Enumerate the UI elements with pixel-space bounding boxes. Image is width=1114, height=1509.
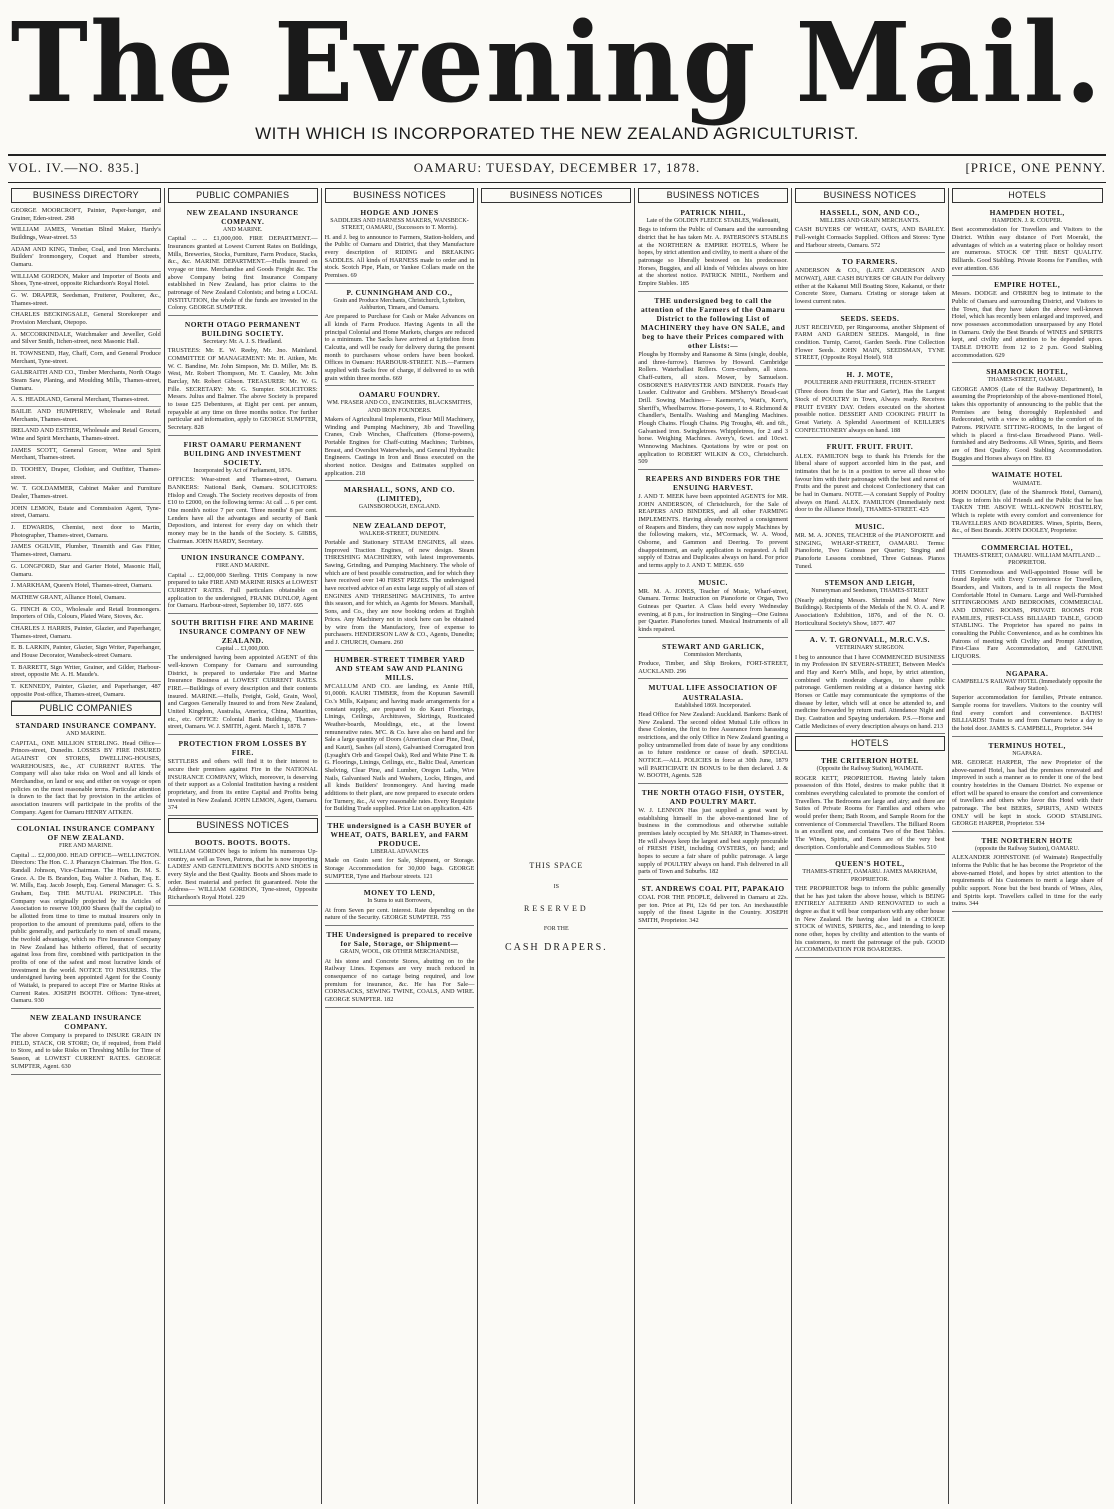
advertisement <box>325 206 475 284</box>
advert-title: THE NORTH OTAGO FISH, OYSTER, AND POULTRY MART. <box>641 787 785 806</box>
advert-subtitle: Secretary: Mr. A. J. S. Headland. <box>203 339 283 346</box>
advert-title: MUTUAL LIFE ASSOCIATION OF AUSTRALASIA. <box>648 683 778 702</box>
advert-title: ST. ANDREWS COAL PIT, PAPAKAIO <box>641 884 785 894</box>
advert-body: WILLIAM GORDON begs to inform his numerous Up-country, as well as Town, Patrons, that he is now importing LADIES' AND GENTLEMEN'S BOOTS AND SHOES in every Style and the Best Quality. Boots and Shoes made to order. Best material and perfect fit guaranteed. Note the Address— WILLIAM GORDON, Tyne-street, Opposite Richardson's Royal Hotel. 229 <box>167 847 318 901</box>
advertisement <box>638 681 788 783</box>
advertisement <box>325 653 475 818</box>
advert-body: Begs to inform the Public of Oamaru and the surrounding district that he has taken Mr. A. PATERSON'S STABLES at the NORTHERN & EMPIRE HOTELS, Where he hopes, by strict attention and civility, to merit a share of the patronage so liberally bestowed on his predecessor. Horses, Buggies, and all kinds of Vehicles always on hire at the shortest notice. PATRICK NIHIL, Northern and Empire Stables. 185 <box>638 226 788 288</box>
advert-subtitle: Nurseryman and Seedsmen, THAMES-STREET <box>811 588 929 595</box>
advert-body: ALEXANDER JOHNSTONE (of Waimate) Respectfully informs the Public that he has become the Proprietor of the above-named Hotel, and hopes by strict attention to the requirements of his Customers to merit a large share of public support. None but the best brands of Wines, Ales, and Spirits kept. Travellers called in time for the early trains. 344 <box>951 854 1103 908</box>
advert-title: STEWART AND GARLICK, <box>661 641 765 651</box>
advertisement <box>952 834 1103 912</box>
advertisement <box>952 365 1103 466</box>
advert-body: (Nearly adjoining Messrs. Shrimski and Moss' New Buildings). Recipients of the Medals of the N. O. A. and P. Association's Exhibition, 1876, and of the N. O. Horticultural Society's Show, 1877. 407 <box>794 596 945 627</box>
advert-body: Best accommodation for Travellers and Visitors to the District. Within easy distance of Fort Moeraki, the advantages of which as a watering place or holiday resort are numerous. STOCK OF THE BEST QUALITY. Billiards. Good Stabling. Private Rooms for Families, with ever attention. 636 <box>951 226 1103 272</box>
advert-body: Capital ... £2,000,000 Sterling. THIS Company is now prepared to take FIRE AND MARINE RISKS at LOWEST CURRENT RATES. Full particulars obtainable on application to the undersigned, FRANK DUNLOP, Agent for Oamaru. Harbour-street, September 10, 1877. 695 <box>167 571 318 610</box>
advert-subtitle: AND MARINE. <box>66 731 106 738</box>
directory-entry: JAMES OGILVIE, Plumber, Tinsmith and Gas Fitter, Thames-street, Oamaru. <box>11 542 161 561</box>
advert-title: NEW ZEALAND DEPOT, <box>352 520 447 530</box>
column-heading: BUSINESS NOTICES <box>795 188 945 203</box>
advert-subtitle: AND MARINE. <box>222 227 263 234</box>
advertisement <box>952 667 1103 737</box>
directory-entry: G. LONGFORD, Star and Garter Hotel, Masonic Hall, Oamaru. <box>11 562 161 581</box>
advertisement <box>168 318 318 436</box>
advertisement <box>795 255 945 309</box>
advert-title: COLONIAL INSURANCE COMPANY OF NEW ZEALAND. <box>16 824 156 843</box>
advert-body: (Three doors from the Star and Garter), Has the Largest Stock of POULTRY in Town, Always ready. Receives FRUIT EVERY DAY. Orders executed on the shortest possible notice. DESSERT AND COOKING FRUIT In Great Variety. A Splendid Assortment of KEILLER'S CONFECTIONERY always on hand. 188 <box>794 388 945 434</box>
column-2 <box>165 188 322 1504</box>
column-heading: BUSINESS NOTICES <box>325 188 475 203</box>
advertisement <box>325 483 475 516</box>
advertisement <box>638 472 788 574</box>
advertisement <box>11 1011 161 1074</box>
advert-subtitle: FIRE AND MARINE. <box>215 563 270 570</box>
advert-body: OFFICES: Wear-street and Thames-street, Oamaru. BANKERS: National Bank, Oamaru. SOLICITORS: Hislop and Creagh. The Society receives deposits of from £10 to £2000, on the following terms: At call ... 6 per cent. One month's notice 7 per cent. Three months' 8 per cent. Lenders have all the advantages and security of Bank Depositors, and interest for every day on which their money may be in the hands of the Society. S. GIBBS, Chairman. JOHN HARDY, Secretary. <box>167 476 318 545</box>
advert-body: Made on Grain sent for Sale, Shipment, or Storage. Storage Accommodation for 30,000 bags. GEORGE SUMPTER, Tyne and Harbour streets. 121 <box>324 857 475 880</box>
advert-list <box>638 206 788 929</box>
advert-body: The undersigned having been appointed AGENT of this well-known Company for Oamaru and surrounding District, is prepared to undertake Fire and Marine Insurance Business at LOWEST CURRENT RATES. FIRE.—Buildings of every description and their contents insured. MARINE.—Hulls, Freight, Gold, Grain, Wool, and Cargoes Generally Insured to and from New Zealand, United Kingdom, Australia, America, China, Mauritius, etc., etc. OFFICE: Colonial Bank Buildings, Thames-street, Oamaru. W. J. SMITH, Agent. March 1, 1878. 7 <box>167 654 318 731</box>
directory-entry: T. BARRETT, Sign Writer, Grainer, and Gilder, Harbour-street, opposite Mr. A. H. Maude's. <box>11 663 161 682</box>
advert-body: At from Seven per cent. interest. Rate depending on the nature of the Security. GEORGE SUMPTER. 755 <box>324 906 475 922</box>
advert-body: Portable and Stationary STEAM ENGINES, all sizes. Improved Traction Engines, of new design. Steam THRESHING MACHINERY, with latest improvements. Sawing, Grinding, and Pumping Machinery. The whole of which are of best possible construction, and for which they have received over 140 FIRST PRIZES. The undersigned have received advice of an extra large supply of all sizes of ENGINES AND THRESHING MACHINES, To arrive this season, and for which, as Agents for Messrs. Marshall, Sons, and Co., they are now booking orders at English Prices. Any Machinery not in stock here can be obtained by wire from the Manufactory, free of expense to purchasers. HENDERSON LAW & CO., Agents, Dunedin; and J. CHURCH, Oamaru. 260 <box>324 539 475 646</box>
directory-entry: H. TOWNSEND, Hay, Chaff, Corn, and General Produce Merchant, Tyne-street. <box>11 349 161 368</box>
reserved-line: THIS SPACE <box>529 860 584 870</box>
issue-price: [PRICE, ONE PENNY. <box>965 160 1106 175</box>
advert-title: NGAPARA. <box>1006 668 1049 678</box>
directory-entry: J. EDWARDS, Chemist, next door to Martin, Photographer, Thames-street, Oamaru. <box>11 523 161 542</box>
advertisement <box>325 886 475 926</box>
advertisement <box>952 278 1103 363</box>
column-4 <box>478 188 635 1504</box>
advert-title: MUSIC. <box>698 577 728 587</box>
advert-title: H. J. MOTE, <box>846 370 894 380</box>
top-rule <box>8 154 1106 156</box>
advert-subtitle: SADDLERS AND HARNESS MAKERS, WANSBECK-STREET, OAMARU, (Successors to T. Morris). <box>330 218 469 232</box>
advertisement <box>325 286 475 387</box>
directory-entry: T. KENNEDY, Painter, Glazier, and Paperhanger, 487 opposite Post-office, Thames-street, Oamaru. <box>11 682 161 701</box>
advert-title: THE Undersigned is prepared to receive for Sale, Storage, or Shipment— <box>326 930 473 949</box>
advert-body: TRUSTEES: Mr. E. W. Reeby, Mr. Jno. Mainland. COMMITTEE OF MANAGEMENT: Mr. H. Aitken, Mr. W. C. Bandine, Mr. John Simpson, Mr. D. Miller, Mr. B. West, Mr. Robert Thompson, Mr. T. Causley, Mr. John Barclay, Mr. Robert Gibson. TREASURER: Mr. W. G. Fille. SECRETARY: Mr. G. Sumpter. SOLICITORS: Messrs. Julius and Balmer. The above Society is prepared to issue £25 Debentures, at Eight per cent. per annum, repayable at any time on three months notice. For further particular and information, apply to GEORGE SUMPTER, Secretary. 828 <box>167 347 318 432</box>
column-5 <box>635 188 792 1504</box>
advert-subtitle: FIRE AND MARINE. <box>58 843 113 850</box>
advert-list <box>795 754 945 958</box>
advert-subtitle: Late of the GOLDEN FLEECE STABLES, Walkouaiti, <box>646 218 780 224</box>
advert-body: MR. M. A. JONES, Teacher of Music, Wharf-street, Oamaru. Terms: Instruction on Pianoforte or Organ, Two Guineas per Quarter. A Class held every Wednesday evening, at 8 p.m., for instruction in Singing—One Guinea per Quarter. Pianofortes tuned. Musical Instruments of all kinds repaired. <box>638 587 788 634</box>
advert-title: REAPERS AND BINDERS FOR THE ENSUING HARVEST. <box>645 473 781 492</box>
advert-body: CAPITAL, ONE MILLION STERLING. Head Office—Princes-street, Dunedin. LOSSES BY FIRE INSURED AGAINST ON STORES, DWELLING-HOUSES, WAREHOUSES, &c., AT CURRENT RATES. The Company will also take risks on Wool and all kinds of Merchandise, on land or sea; and either on voyage or open policies on the most reasonable terms. Particular attention is drawn to the fact that by provision in the articles of association insurers will participate in the profits of the Company. Agent for Oamaru HENRY AITKEN. <box>11 739 161 816</box>
advert-title: MUSIC. <box>855 521 885 531</box>
advert-title: HODGE AND JONES <box>360 207 439 217</box>
advert-title: MONEY TO LEND, <box>363 888 436 898</box>
advert-body: MR. M. A. JONES, TEACHER of the PIANOFORTE and SINGING, WHARF-STREET, OAMARU. Terms: Pianoforte, Two Guineas per Quarter; Singing and Pianoforte Lessons combined, Three Guineas. Pianos Tuned. <box>794 531 945 570</box>
reserved-space <box>481 206 631 1504</box>
column-heading: HOTELS <box>795 736 945 751</box>
advert-title: EMPIRE HOTEL, <box>994 280 1061 290</box>
advert-title: STANDARD INSURANCE COMPANY. <box>15 721 157 731</box>
advert-subtitle: CAMPBELL'S RAILWAY HOTEL (Immediately opposite the Railway Station). <box>952 678 1103 692</box>
advert-list <box>952 206 1103 912</box>
advert-body: SETTLERS and others will find it to their interest to secure their premises against Fire in the NATIONAL INSURANCE COMPANY, Which, moreover, is deserving of their support as a Colonial Institution having a resident proprietary, and from its entire Capital and Profits being invested in New Zealand. JOHN LEMON, Agent, Oamaru. 374 <box>167 758 318 812</box>
directory-entry: W. T. GOLDAMMER, Cabinet Maker and Furniture Dealer, Thames-street. <box>11 484 161 503</box>
advertisement <box>795 440 945 517</box>
advert-body: JOHN DOOLEY, (late of the Shamrock Hotel, Oamaru), Begs to inform his old Friends and the Public that he has TAKEN THE ABOVE WELL-KNOWN HOSTELRY, Which is replete with every comfort and convenience for TRAVELLERS AND BOARDERS. Wines, Spirits, Beers, &c., of Best Brands. JOHN DOOLEY, Proprietor. <box>951 488 1103 535</box>
advert-title: SHAMROCK HOTEL, <box>986 367 1069 377</box>
newspaper-subtitle: WITH WHICH IS INCORPORATED THE NEW ZEALAND AGRICULTURIST. <box>255 124 859 143</box>
advert-body: The above Company is prepared to INSURE GRAIN IN FIELD, STACK, OR STORE; Or, if required, from Field to Store, and to take Risks on Threshing Mills for Time of Season, at LOWEST CURRENT RATES. GEORGE SUMPTER, Agent. 630 <box>11 1032 161 1070</box>
advert-title: PATRICK NIHIL, <box>680 207 746 217</box>
advert-subtitle: GAINSBOROUGH, ENGLAND. <box>358 504 441 511</box>
reserved-line: RESERVED <box>523 903 589 913</box>
reserved-line: IS <box>553 883 559 890</box>
advert-title: THE undersigned is a CASH BUYER of WHEAT, OATS, BARLEY, and FARM PRODUCE. <box>327 821 472 849</box>
advert-title: A. V. T. GRONVALL, M.R.C.V.S. <box>809 635 930 645</box>
advert-title: QUEEN'S HOTEL, <box>835 859 905 869</box>
advertisement <box>168 551 318 614</box>
advert-title: WAIMATE HOTEL <box>991 470 1063 480</box>
business-directory-list <box>11 206 161 701</box>
advert-body: Messrs. DODGE and O'BRIEN beg to intimate to the Public of Oamaru and surrounding District, and Visitors to the Town, that they have taken the above well-known Hotel, which has recently been enlarged and improved, and now possesses accommodation unsurpassed by any Hotel in Oamaru. Only the Best Brands of WINES and SPIRITS kept, and civility and attention to be depended upon. TABLE D'HOTE from 12 to 2 p.m. Good Stabling accommodation. 629 <box>951 290 1103 359</box>
advert-body: Ploughs by Hornsby and Ransome & Sims (single, double, and three-furrow). Harrows by Howard. Cambridge Rollers. Waterballast Rollers. Corn-crushers, all sizes. Chaff-cutters, all sizes. Mower, by Samuelson. OSBORNE'S HARVESTER AND BINDER. Foust's Hay Loader. Cultivator and Grubbers. M'Sherry's Broad-cast Drill. Sowing Machines— Kaemerer's, Watt's, Kerr's, Sheriff's, Wheelbarrow. Horse-powers, 1 to 4. Richmond & Chandler's, Bentall's. Washing and Mangling Machines. Plough Chains. Flough Chains. Pig Troughs, 4ft. and 6ft., Galvanised iron. Swingletrees. Whippletrees, for 2 and 3 horse. Weighing Machines. Avery's, 6cwt. and 10cwt. Winnowing Machines. Quotations by wire or post on application to ROBERT WILKIN & CO., Christchurch. 509 <box>638 350 788 466</box>
advertisement <box>11 719 161 820</box>
masthead <box>0 0 1114 180</box>
advert-title: THE NORTHERN HOTE <box>981 835 1073 845</box>
advertisement <box>638 640 788 680</box>
advert-title: HASSELL, SON, AND CO., <box>819 207 920 217</box>
advertisement <box>952 541 1103 665</box>
column-heading: PUBLIC COMPANIES <box>168 188 318 203</box>
advertisement <box>952 206 1103 276</box>
advert-title: OAMARU FOUNDRY. <box>358 390 441 400</box>
advert-body: Makers of Agricultural Implements, Flour Mill Machinery, Winding and Pumping Machinery, Jib and Travelling Cranes, Crab Winches, Chaffcutters (Horse-powers), Portable Engines for Chaff-cutting Machines; Turbines, Breast, and Overshot Waterwheels, and General Hydraulic Engineers. Castings in Iron and Brass executed on the shortest notice. Designs and Estimates supplied on application. 218 <box>324 416 475 477</box>
advertisement <box>795 368 945 438</box>
advertisement <box>638 206 788 292</box>
advert-body: Capital ... ... £1,000,000. FIRE DEPARTMENT.—Insurances granted at Lowest Current Rates on Buildings, Mills, Breweries, Stocks, Furniture, Farm Produce, Stacks, &c., &c. MARINE DEPARTMENT.—Hulls insured on voyage or time. Merchandise and Goods Freight &c. The above Company being first Insurance Company established in New Zealand, has prior claims to the patronage of New Zealand Colonists; and being a LOCAL INSTITUTION, the whole of the funds are invested in the Colony. GEORGE SUMPTER. <box>167 235 318 312</box>
directory-entry: ADAM AND KING, Timber, Coal, and Iron Merchants. Builders' Ironmongery, Coquet and Humber streets, Oamaru. <box>11 245 161 272</box>
advertisement <box>168 616 318 735</box>
advert-subtitle: MILLERS AND GRAIN MERCHANTS. <box>819 218 921 224</box>
advert-subtitle: LIBERAL ADVANCES <box>370 849 429 856</box>
column-heading: HOTELS <box>952 188 1103 203</box>
advert-title: THE CRITERION HOTEL <box>820 756 919 766</box>
advert-title: NORTH OTAGO PERMANENT BUILDING SOCIETY. <box>184 320 301 339</box>
advert-body: ROGER KETT, PROPRIETOR. Having lately taken possession of this Hotel, desires to make public that it combines everything calculated to promote the comfort of Travellers. The Bedrooms are large and airy; and there are Suites of Private Rooms for Families and others who would prefer them; Bath Room, and Sample Room for the convenience of Commercial Travellers. The Billiard Room is an excellent one, and contains Two of the Best Tables. The Wines, Spirits, and Beers are of the very best description. Comfortable and Commodious Stables. 510 <box>794 774 945 851</box>
advert-body: MR. GEORGE HARPER, The new Proprietor of the above-named Hotel, has had the premises renovated and improved in such a manner as to render it one of the best country hostelries in the Oamaru District. No expense or effort will be spared to ensure the comfort and convenience of travellers and others who favor this Hotel with their patronage. The best BEERS, SPIRITS, AND WINES ONLY will be kept in stock. GOOD STABLING. GEORGE HARPER, Proprietor. 534 <box>951 758 1103 828</box>
advert-title: NEW ZEALAND INSURANCE COMPANY. <box>186 207 299 226</box>
page-columns <box>8 188 1106 1504</box>
advert-subtitle: WM. FRASER AND CO., ENGINEERS, BLACKSMITHS, AND IRON FOUNDERS. <box>326 400 473 414</box>
advert-body: Head Office for New Zealand: Auckland. Bankers: Bank of New Zealand. The second oldest Mutual Life offices in these Colonies, the first to free Assurance from harassing restrictions, and the only Office in New Zealand granting a policy untrammelled from date of issue by any conditions as to future residence or cause of death. SPECIAL NOTICE.—ALL POLICIES in force at 30th June, 1879 will PARTICIPATE IN BONUS to be then declared. J. & W. BOOTH, Agents. 528 <box>638 710 788 780</box>
directory-entry: WILLIAM JAMES, Venetian Blind Maker, Hardy's Buildings, Wear-street. 53 <box>11 225 161 244</box>
advert-body: W. J. LENNON Has just supplied a great want by establishing himself in the above-mentioned line of business in the commodious and otherwise suitable premises lately occupied by Mr. SHARP, in Thames-street. He will always keep the largest and best supply procurable of FRESH FISH, including OYSTERS, on hand; and hopes to secure a fair share of public patronage. A large supply of POULTRY always on hand. Fish delivered in all parts of Town and Suburbs. 182 <box>638 806 788 876</box>
advertisement <box>795 754 945 855</box>
column-heading: BUSINESS DIRECTORY <box>11 188 161 203</box>
advert-title: SOUTH BRITISH FIRE AND MARINE INSURANCE COMPANY OF NEW ZEALAND. <box>171 617 315 646</box>
advert-title: BOOTS. BOOTS. BOOTS. <box>194 837 291 847</box>
advert-body: Are prepared to Purchase for Cash or Make Advances on all kinds of Farm Produce. Having Agents in all the principal Colonial and Home Markets, charges are reduced to a minimum. The Sacks have arrived at Lyttelton from Calcutta, and will be ready for delivery during the present month to purchasers whose orders have been booked. Offices in Oamaru: HARBOUR-STREET. N.B.—Farmers supplied with Sacks free of charge, if delivered to us with grain within three months. 669 <box>324 313 475 382</box>
advertisement <box>795 206 945 253</box>
advert-list <box>325 206 475 1008</box>
advert-body: THIS Commodious and Well-appointed House will be found Replete with Every Convenience for Travellers, Boarders, and Visitors, and is in all respects the Most Comfortable Hotel in Oamaru. Large and Well-Furnished SITTINGROOMS AND BEDROOMS, COMMERCIAL AND DINING ROOMS, PRIVATE ROOMS FOR FAMILIES, FIRST-CLASS BILLIARD TABLE, GOOD STABLING. The Proprietor has spared no pains in consulting the Public Convenience, and as he combines his Patrons of meeting with Civility and Prompt Attention, First-Class Fare Accommodation, and GENUINE LIQUORS. <box>951 568 1103 660</box>
advertisement <box>325 819 475 884</box>
directory-entry: JAMES SCOTT, General Grocer, Wine and Spirit Merchant, Thames-street. <box>11 446 161 465</box>
advertisement <box>168 206 318 316</box>
advert-subtitle: In Sums to suit Borrowers, <box>367 898 432 905</box>
directory-entry: GALBRAITH AND CO., Timber Merchants, North Otago Steam Saw, Planing, and Moulding Mills, Thames-street, Oamaru. <box>11 368 161 395</box>
directory-entry: G. FINCH & CO., Wholesale and Retail Ironmongers. Importers of Oils, Colours, Plated Ware, Stoves, &c. <box>11 605 161 624</box>
directory-entry: WILLIAM GORDON, Maker and Importer of Boots and Shoes, Tyne-street, opposite Richardson's Royal Hotel. <box>11 272 161 291</box>
advert-subtitle: Commission Merchants, <box>683 651 743 658</box>
advertisement <box>168 836 318 906</box>
advertisement <box>325 928 475 1007</box>
directory-entry: IRELAND AND ESTHER, Wholesale and Retail Grocers, Wine and Spirit Merchants, Thames-street. <box>11 426 161 445</box>
advert-subtitle: POULTERER AND FRUITERER, ITCHEN-STREET <box>804 380 936 387</box>
advert-list <box>795 206 945 734</box>
advert-body: I beg to announce that I have COMMENCED BUSINESS in my Profession IN SEVERN-STREET, Between Meek's and Hay and Kerr's Mills, and hope, by strict attention, combined with moderate charges, to share public patronage. Gentlemen residing at a distance having sick Horses or Cattle may communicate the symptoms of the disease by letter, which will at once be attended to, and medicine forwarded by return mail. Attendance Night and Day. Castration and Spaying undertaken. P.S.—Horse and Cattle Medicines of every description always on hand. 213 <box>794 653 945 730</box>
advert-subtitle: HAMPDEN. J. R. COUPER. <box>992 218 1063 224</box>
advert-body: GEORGE AMOS (Late of the Railway Department), In assuming the Proprietorship of the above-mentioned Hotel, takes this opportunity of announcing to the public that the Premises are being thoroughly Replenished and Redecorated, with a view to adding to the comfort of its Patrons. PRIVATE SITTING-ROOMS, In the largest of which is placed a first-class Broadwood Piano. Well-furnished and airy Bedrooms. All Wines, Spirits, and Beers are of Best Quality. Good Stabling Accommodation. Buggies and Horses always on Hire. 83 <box>951 385 1103 462</box>
directory-entry: GEORGE MOORCROFT, Painter, Paper-hanger, and Grainer, Eden-street. 298 <box>11 206 161 225</box>
column-6 <box>792 188 949 1504</box>
advert-title: FRUIT. FRUIT. FRUIT. <box>826 442 914 452</box>
volume-number: VOL. IV.—NO. 835.] <box>8 160 140 175</box>
reserved-line: FOR THE <box>543 925 569 932</box>
advert-body: COAL FOR THE PEOPLE, delivered in Oamaru at 22s. per ton. Price at Pit, 12s 6d per ton. An inexhaustible supply of the finest Lignite in the Country. JOSEPH SMITH, Proprietor. 342 <box>638 894 788 925</box>
advert-body: JUST RECEIVED, per Ringarooma, another Shipment of FARM AND GARDEN SEEDS. Mangold, in fine condition. Turnip, Carrot, Garden Seeds. Fine Collection Flower Seeds. JOHN MAIN, SEEDSMAN, TYNE STREET, (Opposite Royal Hotel). 918 <box>794 323 945 362</box>
advertisement <box>795 312 945 366</box>
advertisement <box>325 519 475 651</box>
column-3 <box>322 188 479 1504</box>
directory-entry: G. W. DRAPER, Seedsman, Fruiterer, Poulterer, &c., Thames-street. <box>11 291 161 310</box>
advert-title: UNION INSURANCE COMPANY. <box>180 553 305 563</box>
column-7 <box>949 188 1106 1504</box>
advert-list <box>168 836 318 906</box>
advertisement <box>168 438 318 549</box>
advertisement <box>638 786 788 880</box>
advertisement <box>325 388 475 481</box>
advert-subtitle: WALKER-STREET, DUNEDIN. <box>359 530 440 537</box>
advert-title: FIRST OAMARU PERMANENT BUILDING AND INVESTMENT SOCIETY. <box>183 439 302 467</box>
directory-entry: D. TOOHEY, Draper, Clothier, and Outfitter, Thames-street. <box>11 465 161 484</box>
advertisement <box>638 576 788 638</box>
column-heading: BUSINESS NOTICES <box>168 818 318 833</box>
bottom-rule <box>8 182 1106 183</box>
advert-title: PROTECTION FROM LOSSES BY FIRE. <box>178 739 307 758</box>
advert-subtitle: (Opposite the Railway Station), WAIMATE. <box>816 766 924 773</box>
advert-body: H. and J. beg to announce to Farmers, Station-holders, and the Public of Oamaru and District, that they Manufacture every description of RIDING and BREAKING SADDLES. All kinds of HARNESS made to order and in stock. Scotch Pipe, Plain, or Yankee Collars made on the Premises. 69 <box>324 233 475 279</box>
advertisement <box>638 294 788 470</box>
advert-subtitle: GRAIN, WOOL, OR OTHER MERCHANDISE, <box>339 949 460 956</box>
advert-body: Produce, Timber, and Ship Brokers, FORT-STREET, AUCKLAND. 296 <box>638 660 788 675</box>
advertisement <box>795 520 945 574</box>
dateline <box>8 160 1106 180</box>
reserved-line: CASH DRAPERS. <box>504 941 608 953</box>
advert-title: HAMPDEN HOTEL, <box>989 207 1065 217</box>
advert-body: CASH BUYERS OF WHEAT, OATS, AND BARLEY. Full-weight Cornsacks Supplied. Offices and Stores: Tyne and Harbour streets, Oamaru. 572 <box>794 226 945 249</box>
advertisement <box>11 822 161 1009</box>
directory-entry: E. B. LARKIN, Painter, Glazier, Sign Writer, Paperhanger, and House Decorator, Wansbeck-street Oamaru. <box>11 643 161 662</box>
directory-entry: MATHEW GRANT, Alliance Hotel, Oamaru. <box>11 593 161 605</box>
advertisement <box>952 468 1103 538</box>
advertisement <box>795 576 945 631</box>
issue-date: OAMARU: TUESDAY, DECEMBER 17, 1878. <box>413 160 701 175</box>
advert-subtitle: VETERINARY SURGEON. <box>835 645 905 652</box>
advert-title: COMMERCIAL HOTEL, <box>981 542 1074 552</box>
directory-entry: J. MARKHAM, Queen's Hotel, Thames-street, Oamaru. <box>11 581 161 593</box>
advert-title: P. CUNNINGHAM AND CO., <box>346 287 453 297</box>
advert-title: SEEDS. SEEDS. <box>840 313 900 323</box>
advertisement <box>638 882 788 929</box>
advert-title: TO FARMERS. <box>842 257 898 267</box>
column-1 <box>8 188 165 1504</box>
advert-body: ANDERSON & CO., (LATE ANDERSON AND MOWAT), ARE CASH BUYERS OF GRAIN For delivery either at the Kakanui Mill Boating Store, Kakanui, or their Concrete Store, Oamaru. Cristing or storage taken at lowest current rates. <box>794 267 945 306</box>
advert-subtitle: THAMES-STREET, OAMARU. JAMES MARKHAM, PROPRIETOR. <box>802 869 938 883</box>
advert-title: TERMINUS HOTEL, <box>988 740 1066 750</box>
directory-entry: CHARLES J. HARRIS, Painter, Glazier, and Paperhanger, Thames-street, Oamaru. <box>11 624 161 643</box>
advert-subtitle: Established 1869. Incorporated. <box>674 702 752 709</box>
column-heading: PUBLIC COMPANIES <box>11 701 161 716</box>
advert-title: STEMSON AND LEIGH, <box>824 578 916 588</box>
advert-body: J. AND T. MEEK have been appointed AGENTS for MR. JOHN ANDERSON, of Christchurch, for the Sale of REAPERS AND BINDERS, and all other FARMING IMPLEMENTS. Having already received a consignment of Reapers and Binders, they can now supply Machines by the following makers, viz., M'Cormack, W. A. Wood, Osborne, and Gammon and Deering. To prevent disappointment, an early application is requested. A full supply of Extras and Duplicates always on hand. For price and terms apply to J. AND T. MEEK. 659 <box>638 493 788 570</box>
advert-body: Capital ... £2,000,000. HEAD OFFICE—WELLINGTON. Directors: The Hon. C. J. Pharazyn Chairman. The Hon. G. Randall Johnson, Vice-Chairman. The Hon. Dr. M. S. Grace. A. De B. Brandon, Esq. Walter J. Nathan, Esq. E. W. Mills, Esq. Jacob Joseph, Esq. General Manager: G. S. Graham, Esq. THE MUTUAL PRINCIPLE. This Company was originally projected by its Articles of Association to reserve 100,000 Shares (half the capital) to be allotted from time to time to mutual insurers only in proportion to the amount of premiums paid, offers to the public generally, and particularly to men of small means, the twofold advantage, which no Fire Insurance Company in New Zealand has hitherto offered, that of security against loss from fire, combined with participation in the profits of one of the safest and most lucrative kinds of investment in the world. NOTICE TO INSURERS. The undersigned having been appointed Agent for the County of Waitaki, is prepared to accept Fire or Marine Risks at Current Rates. JOSEPH BOOTH. Offices: Tyne-street, Oamaru. 930 <box>11 851 161 1005</box>
advert-subtitle: Incorporated by Act of Parliament, 1876. <box>193 467 292 474</box>
advert-title: NEW ZEALAND INSURANCE COMPANY. <box>30 1013 142 1032</box>
directory-entry: A. S. HEADLAND, General Merchant, Thames-street. <box>11 395 161 407</box>
advert-subtitle: (opposite the Railway Station), OAMARU. <box>975 846 1080 853</box>
advert-subtitle: NGAPARA. <box>1012 750 1043 757</box>
advert-subtitle: Grain and Produce Merchants, Christchurch, Lyttelton, Ashburton, Timaru, and Oamaru. <box>333 297 466 311</box>
advert-subtitle: THAMES-STREET, OAMARU. WILLIAM MAITLAND ... PROPRIETOR. <box>953 552 1101 567</box>
advertisement <box>795 857 945 958</box>
advert-body: Superior accommodation for families, Private entrance. Sample rooms for travellers. Visitors to the country will find every comfort and convenience. BATHS! BILLIARDS! Trains to and from Oamaru twice a day to the hotel door. JAMES S. CAMPBELL, Proprietor. 344 <box>951 694 1103 732</box>
advert-list <box>168 206 318 816</box>
advert-subtitle: Capital ... £1,000,000. <box>216 646 270 653</box>
directory-entry: BAILIE AND HUMPHREY, Wholesale and Retail Merchants, Thames-street. <box>11 407 161 426</box>
advertisement <box>952 739 1103 832</box>
advert-title: HUMBER-STREET TIMBER YARD AND STEAM SAW AND PLANING MILLS. <box>333 654 466 682</box>
directory-entry: JOHN LEMON, Estate and Commission Agent, Tyne-street, Oamaru. <box>11 504 161 523</box>
advertisement <box>795 633 945 734</box>
advert-body: M'CALLUM AND CO. are landing, ex Annie Hill, 91,000ft. KAURI TIMBER, from the Kopuran Sawmill Co.'s Mills, Kaipara; and having made arrangements for a constant supply, are prepared to do Kauri Floorings, Linings, Ceilings, Architraves, Skirtings, Rusticated Weather-boards, Mouldings, etc., at the lowest remunerative rates. M'C. & Co. have also on hand and for Sale a large quantity of Doors (American clear Pine, Deal, and Kauri), Sashes (all sizes), Galvanised Corrugated Iron (Lysaght's Orb and Gospel Oak), Red and White Pine T. & G. Floorings, Linings, Ceilings, etc., Baltic Deal, American Shelving, Clear Pine, and Lumber, Oregon Laths, Wire Nails, Galvanised Nails and Washers, Locks, Hinges, and all kinds Builders' Ironmongery. And having made additions to their plant, are now prepared to execute orders for Turnery, &c., At very reasonable rates. Every Requisite for Building Trade supplied. Price List on application. 426 <box>324 682 475 813</box>
column-heading: BUSINESS NOTICES <box>638 188 788 203</box>
advert-title: THE undersigned beg to call the attention of the Farmers of the Oamaru District to the following List of MACHINERY they have ON SALE, and beg to have their Prices compared with other Lists:— <box>640 295 786 350</box>
advert-body: THE PROPRIETOR begs to inform the public generally that he has just taken the above house, which is BEING ENTIRELY ALTERED AND RENOVATED to such a degree as that it will bear comparison with any other house in New Zealand. He having also laid in a CHOICE STOCK of WINES, SPIRITS, &c., and intending to keep none other, hopes by civility and attention to the wants of his customers, to merit the patronage of the pub. GOOD ACCOMMODATION FOR BOARDERS. <box>794 885 945 954</box>
advert-body: At his stone and Concrete Stores, abutting on to the Railway Lines. Expenses are very much reduced in consequence of no cartage being required, and low premium for insurance, &c. He has For Sale— CORNSACKS, SEWING TWINE, COALS, AND WIRE. GEORGE SUMPTER. 182 <box>324 957 475 1003</box>
directory-entry: CHARLES BECKINGSALE, General Storekeeper and Provision Merchant, Otepopo. <box>11 310 161 329</box>
newspaper-title: The Evening Mail. <box>10 0 1104 128</box>
advertisement <box>168 737 318 816</box>
directory-entry: A. MCCORKINDALE, Watchmaker and Jeweller, Gold and Silver Smith, Itchen-street, next Masonic Hall. <box>11 330 161 349</box>
column-heading: BUSINESS NOTICES <box>481 188 631 203</box>
advert-body: ALEX. FAMILTON begs to thank his Friends for the liberal share of support accorded him in the past, and intimates that he is in a position to serve all those who favour him with their patronage with the best and rarest of Fruits and the purest and choicest Confectionery that can be had in Oamaru. NOTE.—A constant Supply of Poultry always on Hand. ALEX. FAMILTON (Immediately next door to the Alliance Hotel), THAMES-STREET. 425 <box>794 452 945 514</box>
advert-list <box>11 719 161 1074</box>
advert-subtitle: THAMES-STREET, OAMARU. <box>987 377 1067 384</box>
advert-subtitle: WAIMATE. <box>1012 480 1042 487</box>
advert-title: MARSHALL, SONS, AND CO. (LIMITED), <box>343 485 456 504</box>
